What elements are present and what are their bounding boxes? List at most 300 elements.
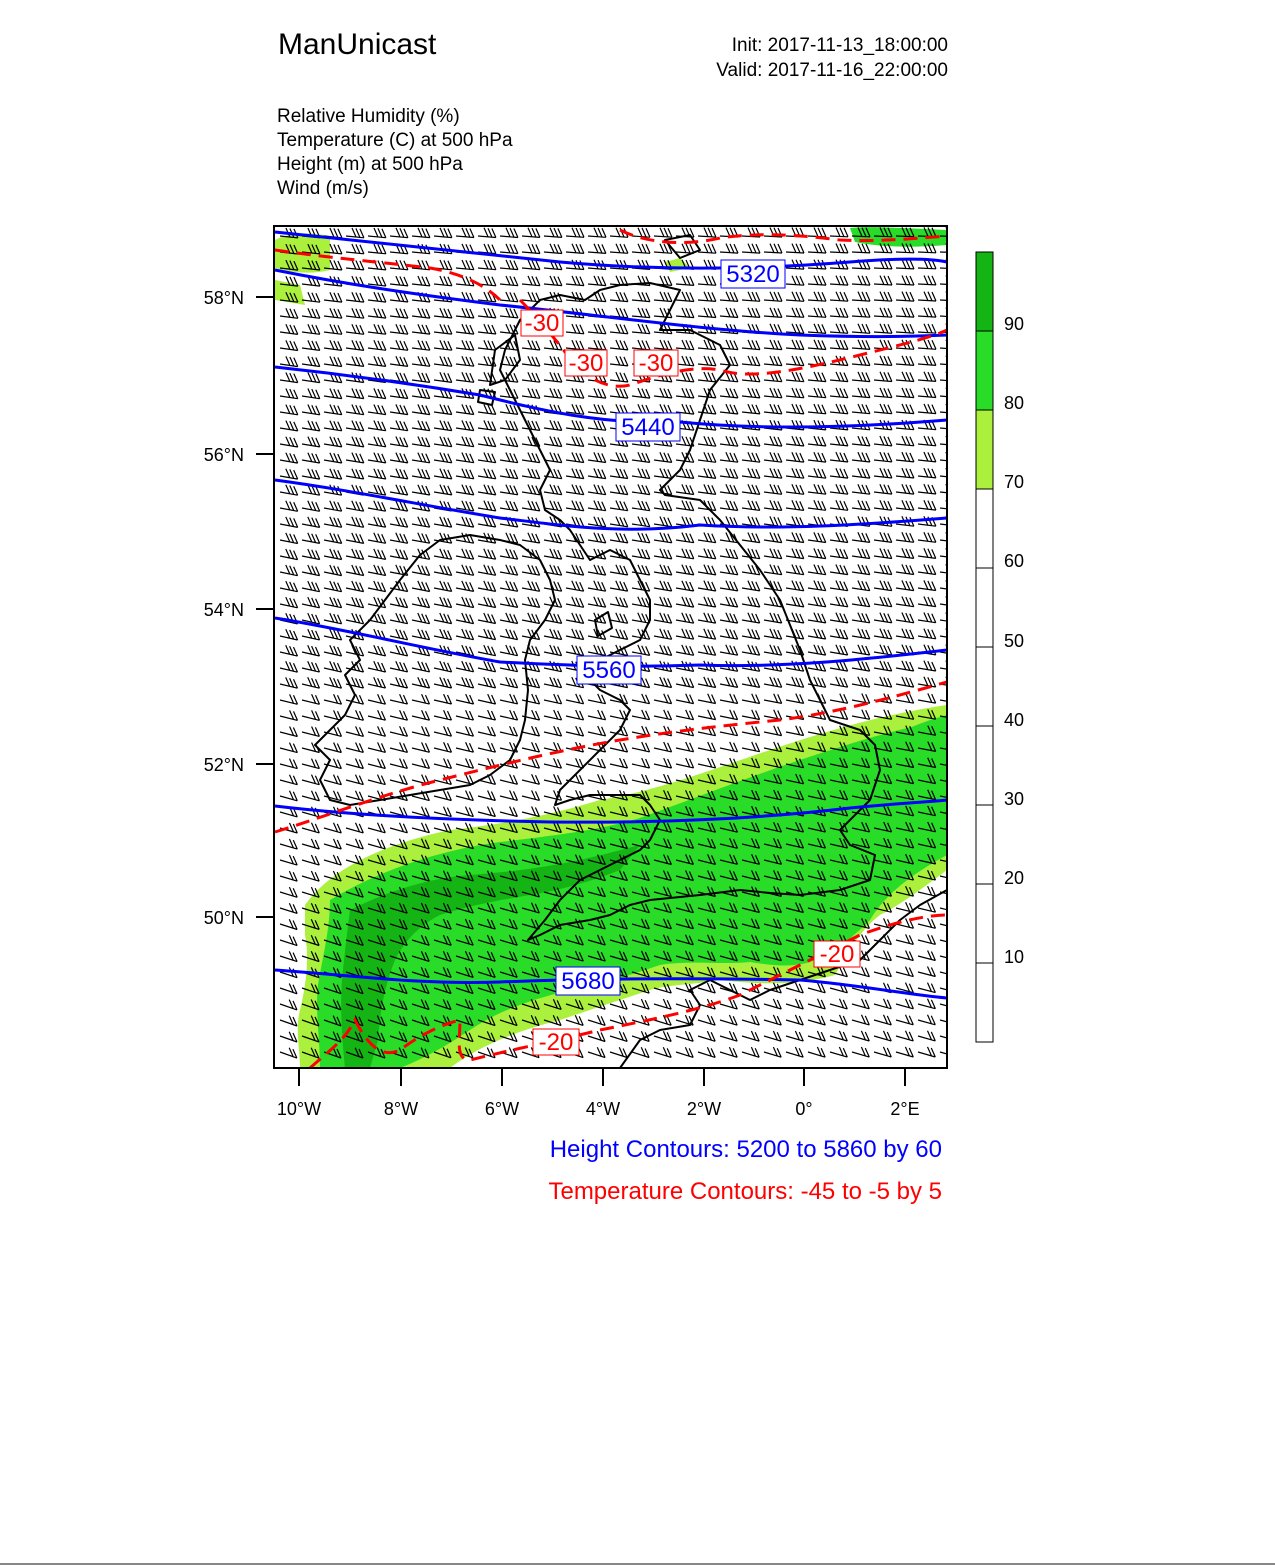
wind-barb (346, 388, 364, 398)
wind-barb (324, 340, 342, 350)
wind-barb (852, 1015, 869, 1025)
wind-barb (940, 532, 958, 542)
wind-barb (280, 421, 298, 431)
wind-barb (302, 791, 319, 801)
wind-barb (456, 437, 474, 447)
wind-barb (830, 532, 848, 542)
lat-label-58n: 58°N (203, 288, 244, 308)
wind-barb (566, 565, 584, 575)
wind-barb (500, 501, 518, 511)
wind-barb (346, 501, 364, 511)
wind-barb (852, 532, 870, 542)
wind-barb (478, 565, 496, 576)
wind-barb (742, 516, 760, 526)
wind-barb (676, 372, 694, 382)
wind-barb (698, 1015, 715, 1025)
wind-barb (632, 452, 650, 462)
colorbar-bin (976, 884, 993, 963)
wind-barb (280, 340, 298, 350)
wind-barb (302, 340, 320, 350)
wind-barb (830, 292, 848, 302)
wind-barb (434, 694, 452, 704)
wind-barb (676, 1031, 693, 1041)
wind-barb (698, 468, 716, 478)
wind-barb (588, 726, 606, 736)
wind-barb (324, 775, 341, 785)
wind-barb (676, 533, 694, 543)
wind-barb (500, 694, 518, 704)
wind-barb (500, 292, 518, 302)
wind-barb (500, 726, 518, 736)
wind-barb (346, 823, 363, 833)
wind-barb (324, 517, 342, 528)
wind-barb (742, 677, 760, 688)
wind-barb (852, 404, 870, 414)
wind-barb (324, 308, 342, 318)
wind-barb (434, 453, 452, 463)
wind-barb (896, 564, 914, 574)
wind-barb (280, 791, 297, 801)
wind-barb (478, 645, 496, 656)
wind-barb (874, 436, 892, 446)
wind-barb (544, 549, 562, 559)
wind-barb (588, 517, 606, 527)
wind-barb (544, 436, 562, 446)
wind-barb (478, 228, 496, 238)
wind-barb (830, 1031, 847, 1041)
wind-barb (940, 580, 958, 590)
wind-barb (478, 597, 496, 608)
wind-barb (896, 372, 914, 382)
wind-barb (830, 629, 848, 639)
wind-barb (412, 629, 430, 640)
wind-barb (896, 613, 914, 623)
wind-barb (280, 710, 298, 720)
wind-barb (742, 468, 760, 478)
wind-barb (302, 823, 319, 833)
wind-barb (456, 469, 474, 479)
wind-barb (874, 999, 891, 1009)
wind-barb (610, 774, 628, 784)
wind-barb (786, 532, 804, 542)
wind-barb (280, 823, 297, 833)
wind-barb (786, 565, 804, 575)
wind-barb (522, 597, 540, 608)
wind-barb (456, 629, 474, 640)
wind-barb (566, 629, 584, 640)
wind-barb (368, 517, 386, 527)
wind-barb (896, 1047, 913, 1057)
wind-barb (566, 404, 584, 414)
wind-barb (456, 420, 474, 430)
wind-barb (720, 726, 738, 736)
wind-barb (786, 244, 804, 253)
wind-barb (478, 549, 496, 559)
wind-barb (852, 372, 870, 382)
wind-barb (874, 500, 892, 510)
colorbar-label-10: 10 (1004, 947, 1025, 967)
wind-barb (698, 404, 716, 414)
wind-barb (412, 742, 430, 752)
wind-barb (368, 244, 386, 254)
wind-barb (346, 228, 364, 238)
wind-barb (698, 276, 716, 286)
wind-barb (368, 340, 386, 350)
wind-barb (698, 452, 716, 462)
wind-barb (808, 597, 826, 607)
wind-barb (852, 694, 870, 704)
wind-barb (940, 468, 958, 478)
wind-barb (720, 629, 738, 639)
wind-barb (786, 404, 804, 414)
wind-barb (786, 436, 804, 446)
wind-barb (874, 356, 892, 366)
wind-barb (852, 645, 870, 655)
wind-barb (302, 308, 320, 318)
wind-barb (852, 1047, 869, 1057)
wind-barb (522, 807, 539, 817)
wind-barb (808, 548, 826, 558)
wind-barb (830, 1047, 847, 1057)
wind-barb (940, 308, 958, 318)
wind-barb (720, 308, 738, 318)
wind-barb (280, 887, 297, 897)
wind-barb (632, 244, 650, 254)
wind-barb (588, 420, 606, 430)
wind-barb (940, 950, 957, 960)
wind-barb (522, 694, 540, 704)
colorbar-label-50: 50 (1004, 631, 1025, 651)
wind-barb (720, 1015, 737, 1025)
page-bottom-border (0, 1563, 1275, 1565)
wind-barb (412, 404, 430, 414)
wind-barb (478, 791, 495, 801)
wind-barb (280, 389, 298, 399)
wind-barb (522, 372, 540, 382)
wind-barb (346, 759, 363, 769)
wind-barb (478, 726, 496, 736)
wind-barb (566, 244, 584, 254)
wind-barb (632, 340, 650, 350)
wind-barb (830, 436, 848, 446)
wind-barb (896, 951, 913, 961)
wind-barb (808, 420, 826, 430)
wind-barb (456, 453, 474, 463)
wind-barb (786, 500, 804, 510)
wind-barb (412, 517, 430, 527)
wind-barb (588, 645, 606, 656)
wind-barb (896, 548, 914, 558)
wind-barb (764, 726, 782, 736)
wind-barb (324, 855, 341, 865)
wind-barb (720, 1031, 737, 1041)
wind-barb (918, 404, 936, 414)
wind-barb (434, 726, 452, 736)
wind-barb (544, 774, 562, 784)
wind-barb (478, 453, 496, 463)
wind-barb (280, 453, 298, 463)
wind-barb (830, 244, 848, 253)
wind-barb (764, 468, 782, 478)
wind-barb (500, 774, 518, 784)
wind-barb (456, 324, 474, 334)
wind-barb (896, 468, 914, 478)
wind-barb (874, 532, 892, 542)
wind-barb (764, 388, 782, 398)
wind-barb (324, 405, 342, 415)
wind-barb (324, 565, 342, 576)
wind-barb (346, 565, 364, 576)
wind-barb (940, 452, 958, 462)
wind-barb (632, 388, 650, 398)
wind-barb (500, 549, 518, 559)
wind-barb (918, 580, 936, 590)
wind-barb (588, 340, 606, 350)
wind-barb (654, 742, 672, 752)
colorbar (976, 252, 993, 1042)
wind-barb (390, 726, 408, 736)
wind-barb (720, 565, 738, 575)
wind-barb (368, 453, 386, 463)
wind-barb (940, 613, 958, 623)
wind-barb (456, 581, 474, 592)
wind-barb (918, 999, 935, 1009)
wind-barb (368, 388, 386, 398)
wind-barb (280, 727, 297, 737)
wind-barb (588, 452, 606, 462)
wind-barb (896, 661, 914, 671)
wind-barb (720, 484, 738, 494)
wind-barb (874, 404, 892, 414)
wind-barb (280, 743, 297, 753)
wind-barb (764, 356, 782, 366)
wind-barb (544, 645, 562, 656)
wind-barb (808, 645, 826, 655)
wind-barb (874, 597, 892, 607)
wind-barb (720, 677, 738, 688)
wind-barb (698, 244, 716, 254)
wind-barb (500, 629, 518, 640)
wind-barb (368, 565, 386, 576)
wind-barb (764, 244, 782, 253)
wind-barb (280, 1000, 297, 1010)
wind-barb (478, 324, 496, 334)
wind-barb (742, 629, 760, 639)
wind-barb (302, 581, 320, 592)
wind-barb (874, 677, 892, 687)
wind-barb (390, 775, 407, 785)
wind-barb (940, 886, 958, 896)
wind-barb (918, 677, 936, 687)
wind-barb (456, 758, 474, 768)
wind-barb (940, 1031, 957, 1041)
wind-barb (632, 324, 650, 334)
wind-barb (742, 726, 760, 736)
wind-barb (302, 469, 320, 479)
wind-barb (302, 775, 319, 785)
colorbar-label-70: 70 (1004, 472, 1025, 492)
wind-barb (302, 565, 320, 576)
field-label-temperature: Temperature (C) at 500 hPa (277, 130, 513, 151)
wind-barb (830, 452, 848, 462)
wind-barb (918, 532, 936, 542)
wind-barb (786, 549, 804, 559)
wind-barb (390, 677, 408, 688)
wind-barb (280, 645, 298, 656)
wind-barb (698, 629, 716, 639)
wind-barb (588, 1047, 605, 1057)
temp-label-1: -30 (524, 310, 560, 337)
wind-barb (874, 468, 892, 478)
wind-barb (346, 340, 364, 350)
wind-barb (808, 228, 826, 237)
wind-barb (896, 1015, 913, 1025)
wind-barb (434, 775, 451, 785)
wind-barb (412, 533, 430, 543)
wind-barb (742, 645, 760, 655)
wind-barb (478, 710, 496, 720)
wind-barb (786, 581, 804, 591)
wind-barb (786, 1047, 803, 1057)
wind-barb (390, 613, 408, 624)
wind-barb (852, 484, 870, 494)
wind-barb (302, 533, 320, 544)
wind-barb (610, 581, 628, 591)
wind-barb (390, 517, 408, 527)
wind-barb (852, 564, 870, 574)
wind-barb (346, 308, 364, 318)
wind-barb (544, 677, 562, 688)
wind-barb (500, 677, 518, 688)
wind-barb (522, 356, 540, 366)
wind-barb (346, 775, 363, 785)
wind-barb (588, 485, 606, 495)
wind-barb (478, 613, 496, 624)
wind-barb (830, 677, 848, 687)
wind-barb (456, 661, 474, 672)
wind-barb (764, 549, 782, 559)
height-label-5680: 5680 (561, 968, 615, 995)
wind-barb (368, 324, 386, 334)
wind-barb (896, 629, 914, 639)
wind-barb (412, 388, 430, 398)
wind-barb (522, 565, 540, 575)
wind-barb (478, 469, 496, 479)
wind-barb (852, 999, 869, 1009)
wind-barb (896, 308, 914, 318)
wind-barb (808, 452, 826, 462)
wind-barb (786, 372, 804, 382)
colorbar-bin (976, 726, 993, 805)
wind-barb (522, 790, 540, 800)
wind-barb (368, 501, 386, 511)
wind-barb (676, 597, 694, 607)
wind-barb (280, 469, 298, 479)
wind-barb (324, 694, 342, 704)
wind-barb (434, 276, 452, 286)
wind-barb (588, 565, 606, 575)
wind-barb (368, 759, 385, 769)
wind-barb (852, 629, 870, 639)
wind-barb (588, 324, 606, 334)
wind-barb (742, 597, 760, 607)
wind-barb (610, 1031, 627, 1041)
wind-barb (610, 613, 628, 624)
valid-time: Valid: 2017-11-16_22:00:00 (716, 60, 948, 81)
wind-barb (720, 468, 738, 478)
wind-barb (566, 485, 584, 495)
wind-barb (698, 742, 716, 752)
wind-barb (280, 501, 298, 512)
wind-barb (874, 324, 892, 334)
wind-barb (324, 613, 342, 624)
wind-barb (676, 565, 694, 575)
wind-barb (720, 500, 738, 510)
wind-barb (918, 1047, 935, 1057)
wind-barb (324, 437, 342, 447)
wind-barb (390, 661, 408, 672)
colorbar-bin (976, 805, 993, 884)
wind-barb (830, 597, 848, 607)
wind-barb (522, 677, 540, 688)
wind-barb (676, 308, 694, 318)
wind-barb (302, 372, 320, 382)
wind-barb (390, 404, 408, 414)
wind-barb (390, 485, 408, 495)
wind-barb (918, 629, 936, 639)
wind-barb (940, 500, 958, 510)
temp-label-3: -30 (638, 350, 674, 377)
wind-barb (874, 564, 892, 574)
wind-barb (346, 533, 364, 544)
wind-barb (368, 405, 386, 415)
wind-barb (852, 1031, 869, 1041)
wind-barb (918, 292, 936, 301)
wind-barb (500, 581, 518, 592)
wind-barb (478, 694, 496, 704)
wind-barb (324, 597, 342, 608)
wind-barb (852, 581, 870, 591)
wind-barb (500, 485, 518, 495)
wind-barb (896, 532, 914, 542)
wind-barb (522, 453, 540, 463)
wind-barb (676, 468, 694, 478)
wind-barb (874, 1015, 891, 1025)
wind-barb (720, 436, 738, 446)
wind-barb (720, 404, 738, 414)
wind-barb (676, 484, 694, 494)
wind-barb (720, 292, 738, 302)
wind-barb (742, 710, 760, 720)
wind-barb (786, 1015, 803, 1025)
wind-barb (830, 694, 848, 704)
wind-barb (346, 710, 364, 720)
wind-barb (434, 597, 452, 608)
wind-barb (764, 677, 782, 687)
latitude-axis (256, 297, 274, 917)
wind-barb (588, 228, 606, 238)
wind-barb (456, 340, 474, 350)
wind-barb (368, 228, 386, 238)
wind-barb (346, 549, 364, 560)
wind-barb (610, 533, 628, 543)
wind-barb (698, 597, 716, 607)
wind-barb (632, 228, 650, 238)
wind-barb (786, 388, 804, 398)
wind-barb (698, 758, 716, 768)
wind-barb (654, 774, 672, 784)
wind-barb (698, 565, 716, 575)
